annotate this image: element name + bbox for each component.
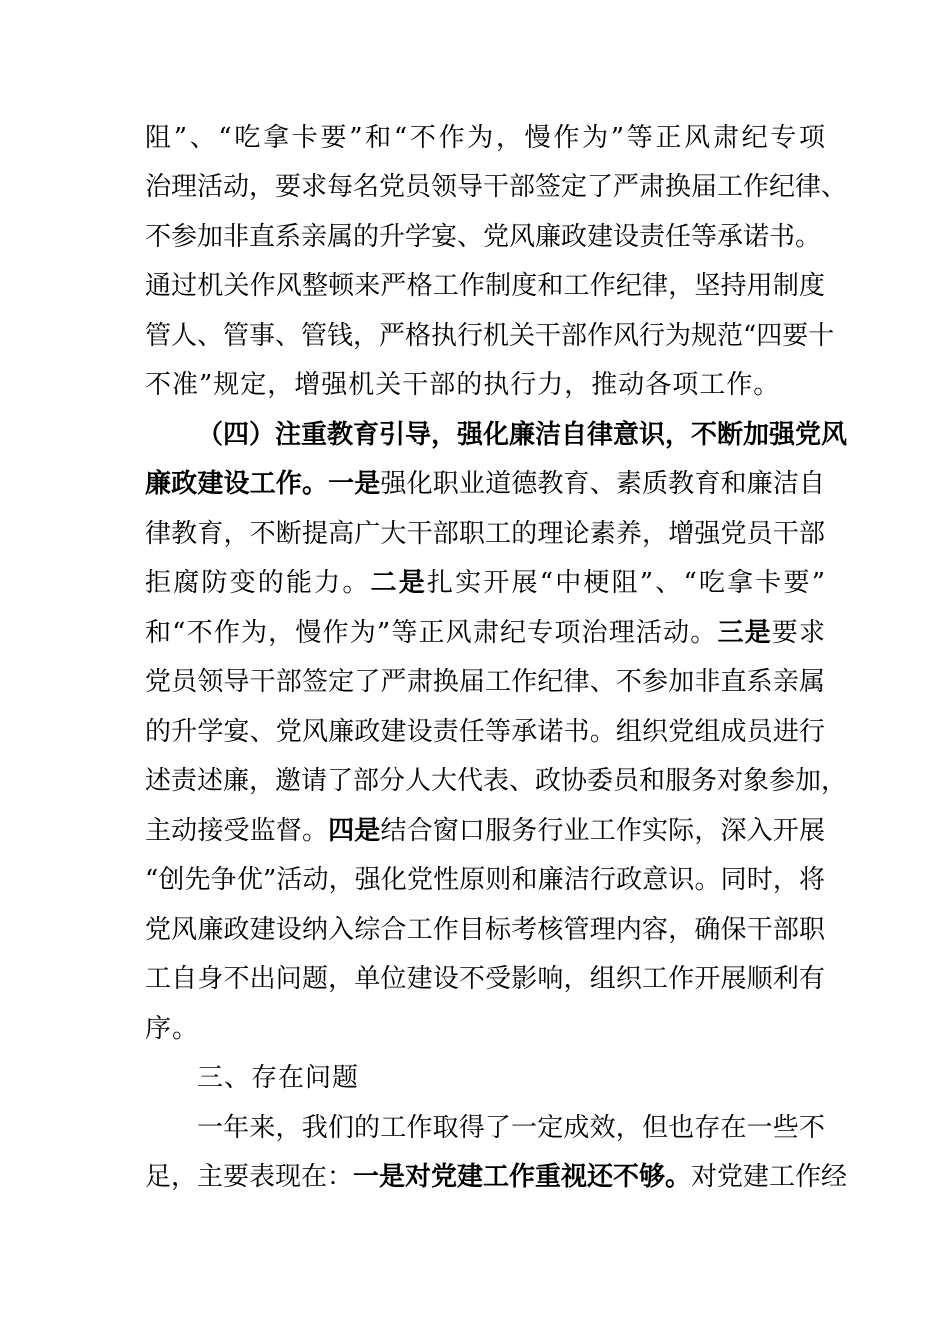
paragraph-line: 党风廉政建设纳入综合工作目标考核管理内容，确保干部职 xyxy=(145,915,825,945)
paragraph-line xyxy=(145,566,825,600)
paragraph-line: 述责述廉，邀请了部分人大代表、政协委员和服务对象参加， xyxy=(145,766,848,796)
paragraph-line: 工自身不出问题，单位建设不受影响，组织工作开展顺利有 xyxy=(145,964,825,994)
paragraph-text: 扎实开展“中梗阻”、“吃拿卡要” xyxy=(426,568,825,598)
paragraph-line xyxy=(145,467,825,501)
paragraph-text: 强化职业道德教育、素质教育和廉洁自 xyxy=(380,469,825,499)
paragraph-line: 阻”、“吃拿卡要”和“不作为，慢作为”等正风肃纪专项 xyxy=(145,123,825,153)
paragraph-line: 律教育，不断提高广大干部职工的理论素养，增强党员干部 xyxy=(145,519,825,549)
paragraph-line xyxy=(145,1160,848,1194)
paragraph-text: 和“不作为，慢作为”等正风肃纪专项治理活动。 xyxy=(145,618,718,648)
point-label-1: 一是 xyxy=(328,469,381,499)
paragraph-line: “创先争优”活动，强化党性原则和廉洁行政意识。同时，将 xyxy=(145,865,825,895)
point-label-2: 二是 xyxy=(370,568,427,598)
paragraph-text: 结合窗口服务行业工作实际，深入开展 xyxy=(380,816,825,846)
paragraph-line: 管人、管事、管钱，严格执行机关干部作风行为规范“四要十 xyxy=(145,321,835,351)
paragraph-line: 党员领导干部签定了严肃换届工作纪律、不参加非直系亲属 xyxy=(145,667,825,697)
paragraph-text: 要求 xyxy=(771,618,825,648)
paragraph-text: 主动接受监督。 xyxy=(145,816,329,846)
paragraph-line: 通过机关作风整顿来严格工作制度和工作纪律，坚持用制度 xyxy=(145,271,825,301)
point-label-4: 四是 xyxy=(328,816,381,846)
point-label-1: 一是对党建工作重视还不够。 xyxy=(353,1162,692,1192)
paragraph-line xyxy=(145,814,825,848)
paragraph-text: 足，主要表现在： xyxy=(145,1162,354,1192)
section-heading: 三、存在问题 xyxy=(197,1063,360,1093)
section-heading: （四）注重教育引导，强化廉洁自律意识，不断加强党风 xyxy=(197,420,848,450)
paragraph-line xyxy=(145,616,825,650)
section-heading-continued: 廉政建设工作。 xyxy=(145,469,329,499)
paragraph-line: 不准”规定，增强机关干部的执行力，推动各项工作。 xyxy=(145,370,781,400)
paragraph-line: 的升学宴、党风廉政建设责任等承诺书。组织党组成员进行 xyxy=(145,717,825,747)
paragraph-text: 拒腐防变的能力。 xyxy=(145,568,371,598)
paragraph-line: 治理活动，要求每名党员领导干部签定了严肃换届工作纪律、 xyxy=(145,172,848,202)
paragraph-text: 对党建工作经 xyxy=(691,1162,848,1192)
paragraph-line: 一年来，我们的工作取得了一定成效，但也存在一些不 xyxy=(197,1113,825,1143)
paragraph-line: 序。 xyxy=(145,1014,200,1044)
paragraph-line: 不参加非直系亲属的升学宴、党风廉政建设责任等承诺书。 xyxy=(145,222,822,252)
point-label-3: 三是 xyxy=(717,618,772,648)
